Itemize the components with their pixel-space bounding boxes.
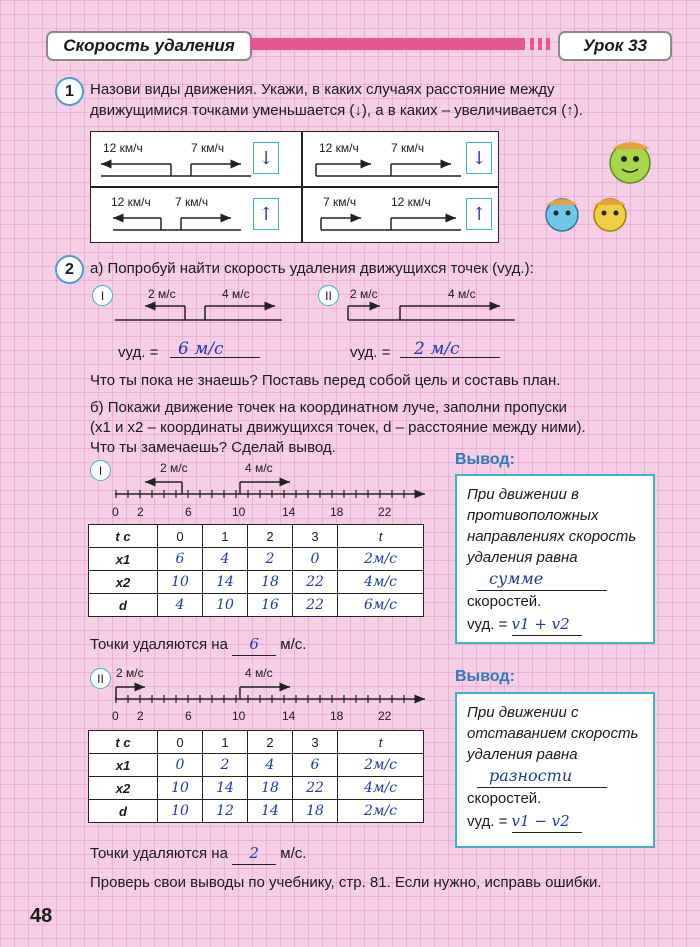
table1 [88,524,424,617]
answer-arrow-4: ↑ [471,203,487,225]
mascots-illustration [540,135,660,245]
cell3-speed1: 12 км/ч [111,195,151,209]
case2-vud-label: vуд. = [350,344,391,361]
conclusion1-heading: Вывод: [455,451,515,468]
answer-arrow-1: ↓ [258,147,274,169]
task2-part-a: а) Попробуй найти скорость удаления движущихся точек (vуд.): [90,260,534,277]
case1-speed2: 4 м/с [222,287,250,301]
ray2-tick-4: 14 [282,709,296,723]
task1-text-line2: движущимися точками уменьшается (↓), а в каких – увеличивается (↑). [90,102,583,119]
header-tick [530,38,534,50]
case1-vud-label: vуд. = [118,344,159,361]
ray2-tick-3: 10 [232,709,246,723]
result1-answer-field[interactable]: 6 [232,634,276,656]
cell4-speed1: 7 км/ч [323,195,357,209]
answer-arrow-2: ↓ [471,147,487,169]
cell1-speed1: 12 км/ч [103,141,143,155]
task1-motion-grid [90,131,499,243]
task2-goal: Что ты пока не знаешь? Поставь перед собой цель и составь план. [90,372,561,389]
case1-speed1: 2 м/с [148,287,176,301]
case2-speed2: 4 м/с [448,287,476,301]
cell3-speed2: 7 км/ч [175,195,209,209]
task2-part-b-line3: Что ты замечаешь? Сделай вывод. [90,439,336,456]
footer-check-text: Проверь свои выводы по учебнику, стр. 81. Если нужно, исправь ошибки. [90,874,602,891]
ray2-label: II [90,668,111,689]
answer-arrow-3: ↑ [258,203,274,225]
conclusion2-box: При движении с отставанием скорость удаления равна разности скоростей. vуд. = v1 − v2 [455,692,655,848]
case2-label: II [318,285,339,306]
ray1-tick-1: 2 [137,505,144,519]
ray1-tick-0: 0 [112,505,119,519]
table2 [88,730,424,823]
task1-text-line1: Назови виды движения. Укажи, в каких случаях расстояние между [90,81,555,98]
task2-part-b-line1: б) Покажи движение точек на координатном луче, заполни пропуски [90,399,567,416]
task2-part-b-line2: (x1 и x2 – координаты движущихся точек, d – расстояние между ними). [90,419,586,436]
lesson-title [46,31,252,61]
table-row: x1 0 2 4 6 2м/с [89,754,424,777]
answer-box-3[interactable] [253,198,279,230]
ray1-tick-3: 10 [232,505,246,519]
lesson-number [558,31,672,61]
case2-speed1: 2 м/с [350,287,378,301]
case1-diagram [110,298,290,328]
ray2-tick-0: 0 [112,709,119,723]
answer-box-1[interactable] [253,142,279,174]
ray2-tick-1: 2 [137,709,144,723]
ray1-tick-5: 18 [330,505,344,519]
answer-box-2[interactable] [466,142,492,174]
table-row: x1 6 4 2 0 2м/с [89,548,424,571]
ray2-tick-5: 18 [330,709,344,723]
lesson-title-text: Скорость удаления [63,36,235,55]
case1-label: I [92,285,113,306]
ray1-speed1: 2 м/с [160,461,188,475]
table-row: t с 0 1 2 3 t [89,731,424,754]
ray1-tick-4: 14 [282,505,296,519]
task-number-2: 2 [55,255,84,284]
result1: Точки удаляются на 6 м/с. [90,634,306,656]
cell2-speed1: 12 км/ч [319,141,359,155]
ray1-speed2: 4 м/с [245,461,273,475]
conclusion2-answer-field[interactable]: разности [477,765,607,788]
cell1-speed2: 7 км/ч [191,141,225,155]
lesson-number-text: Урок 33 [582,36,648,55]
case2-answer: 2 м/с [414,339,460,359]
ray2-tick-2: 6 [185,709,192,723]
ray2-speed1: 2 м/с [116,666,144,680]
header-tick [538,38,542,50]
ray2-speed2: 4 м/с [245,666,273,680]
cell2-speed2: 7 км/ч [391,141,425,155]
ray1-tick-6: 22 [378,505,392,519]
table-row: x2 10 14 18 22 4м/с [89,777,424,800]
page-number: 48 [30,905,53,927]
table-row: t с 0 1 2 3 t [89,525,424,548]
case2-diagram [340,298,520,328]
conclusion1-answer-field[interactable]: сумме [477,568,607,591]
answer-box-4[interactable] [466,198,492,230]
result2: Точки удаляются на 2 м/с. [90,843,306,865]
result2-answer-field[interactable]: 2 [232,843,276,865]
task-number-1: 1 [55,77,84,106]
table-row: d 10 12 14 18 2м/с [89,800,424,823]
table-row: x2 10 14 18 22 4м/с [89,571,424,594]
ray1-tick-2: 6 [185,505,192,519]
cell4-speed2: 12 км/ч [391,195,431,209]
task1-arrows [91,132,498,242]
header-bar [250,38,525,50]
ray1-label: I [90,460,111,481]
conclusion2-heading: Вывод: [455,668,515,685]
case1-answer: 6 м/с [178,339,224,359]
header-tick [546,38,550,50]
conclusion2-formula-field[interactable]: v1 − v2 [512,811,582,833]
conclusion1-box: При движении в противоположных направлениях скорость удаления равна сумме скоростей. vуд. = v1 + v2 [455,474,655,644]
ray2-tick-6: 22 [378,709,392,723]
conclusion1-formula-field[interactable]: v1 + v2 [512,614,582,636]
table-row: d 4 10 16 22 6м/с [89,594,424,617]
